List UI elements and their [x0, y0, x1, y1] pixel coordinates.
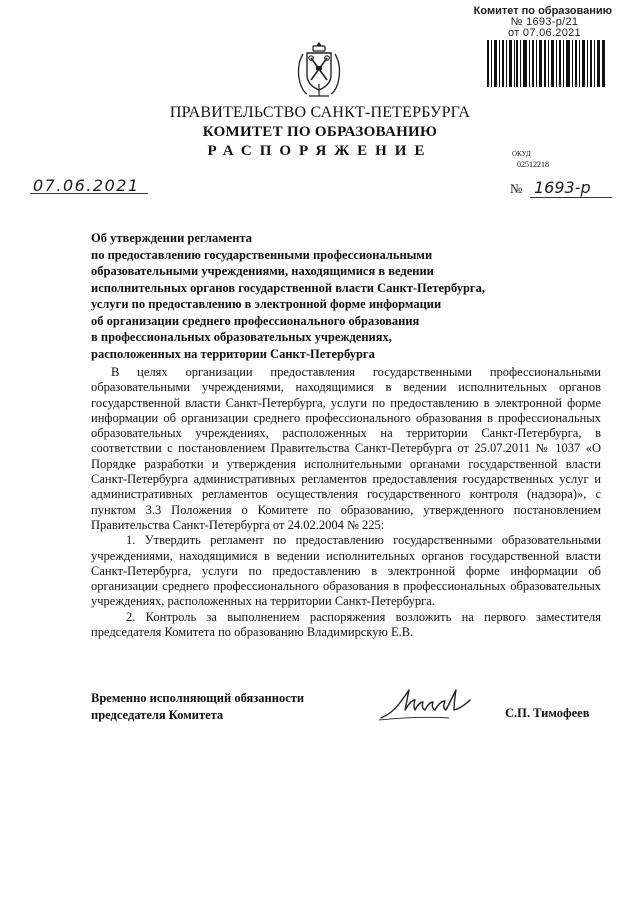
title-line: по предоставлению государственными профессиональными	[91, 247, 433, 262]
stamp-number: № 1693-р/21	[510, 16, 579, 28]
registration-stamp	[462, 6, 612, 39]
number-sign: №	[510, 181, 523, 196]
okud-label: ОКУД	[512, 150, 531, 158]
order-item-2: 2. Контроль за выполнением распоряжения возложить на первого заместителя председателя Комитета по образованию Владимирскую Е.В.	[91, 609, 601, 640]
order-item-1: 1. Утвердить регламент по предоставлению государственными образовательными учреждениями, находящимися в ведении исполнительных органов государственной власти Санкт-Петербурга, услуги по предоставлению в электронной форме информации об организации среднего профессионального образования в профессиональных образовательных учреждениях, расположенных на территории Санкт-Петербурга.	[91, 533, 601, 609]
title-line: исполнительных органов государственной власти Санкт-Петербурга,	[91, 280, 485, 295]
title-line: образовательными учреждениями, находящимися в ведении	[91, 264, 434, 278]
coat-of-arms-emblem	[293, 40, 345, 98]
title-line: в профессиональных образовательных учреждениях,	[91, 330, 392, 344]
stamp-committee: Комитет по образованию	[473, 5, 612, 17]
document-date: 07.06.2021	[33, 176, 140, 195]
preamble-paragraph: В целях организации предоставления государственными профессиональными образовательными учреждениями, находящимися в ведении исполнительных органов государственной власти Санкт-Петербурга, услуги по предоставлению в электронной форме информации об организации среднего профессионального образования в профессиональных образовательных учреждениях, расположенных на территории Санкт-Петербурга, в соответствии с постановлением Правительства Санкт-Петербурга от 25.07.2011 № 1037 «О Порядке разработки и утверждения исполнительными органами государственной власти Санкт-Петербурга административных регламентов предоставления государственных услуг и административных регламентов осуществления государственного контроля (надзора)», с пунктом 3.3 Положения о Комитете по образованию, утвержденного постановлением Правительства Санкт-Петербурга от 24.02.2004 № 225:	[91, 365, 601, 532]
position-line-2: председателя Комитета	[91, 708, 224, 722]
document-number: 1693-р	[534, 178, 591, 197]
okud-code: 02512218	[517, 160, 549, 169]
signatory-name: С.П. Тимофеев	[505, 706, 590, 720]
committee-heading: КОМИТЕТ ПО ОБРАЗОВАНИЮ	[202, 124, 438, 140]
document-title	[91, 230, 531, 362]
stamp-date: от 07.06.2021	[508, 27, 581, 39]
barcode	[487, 40, 605, 87]
date-underline	[30, 193, 148, 194]
title-line: об организации среднего профессионального образования	[91, 313, 420, 328]
number-underline	[530, 197, 612, 198]
handwritten-signature	[377, 688, 487, 722]
government-heading: ПРАВИТЕЛЬСТВО САНКТ-ПЕТЕРБУРГА	[169, 104, 471, 121]
position-line-1: Временно исполняющий обязанности	[91, 691, 305, 705]
title-line: расположенных на территории Санкт-Петербурга	[91, 346, 375, 361]
document-body	[91, 365, 601, 640]
title-line: услуги по предоставлению в электронной форме информации	[91, 297, 442, 311]
signatory-position	[91, 690, 351, 724]
title-line: Об утверждении регламента	[91, 231, 253, 245]
document-type-heading: РАСПОРЯЖЕНИЕ	[207, 143, 433, 159]
